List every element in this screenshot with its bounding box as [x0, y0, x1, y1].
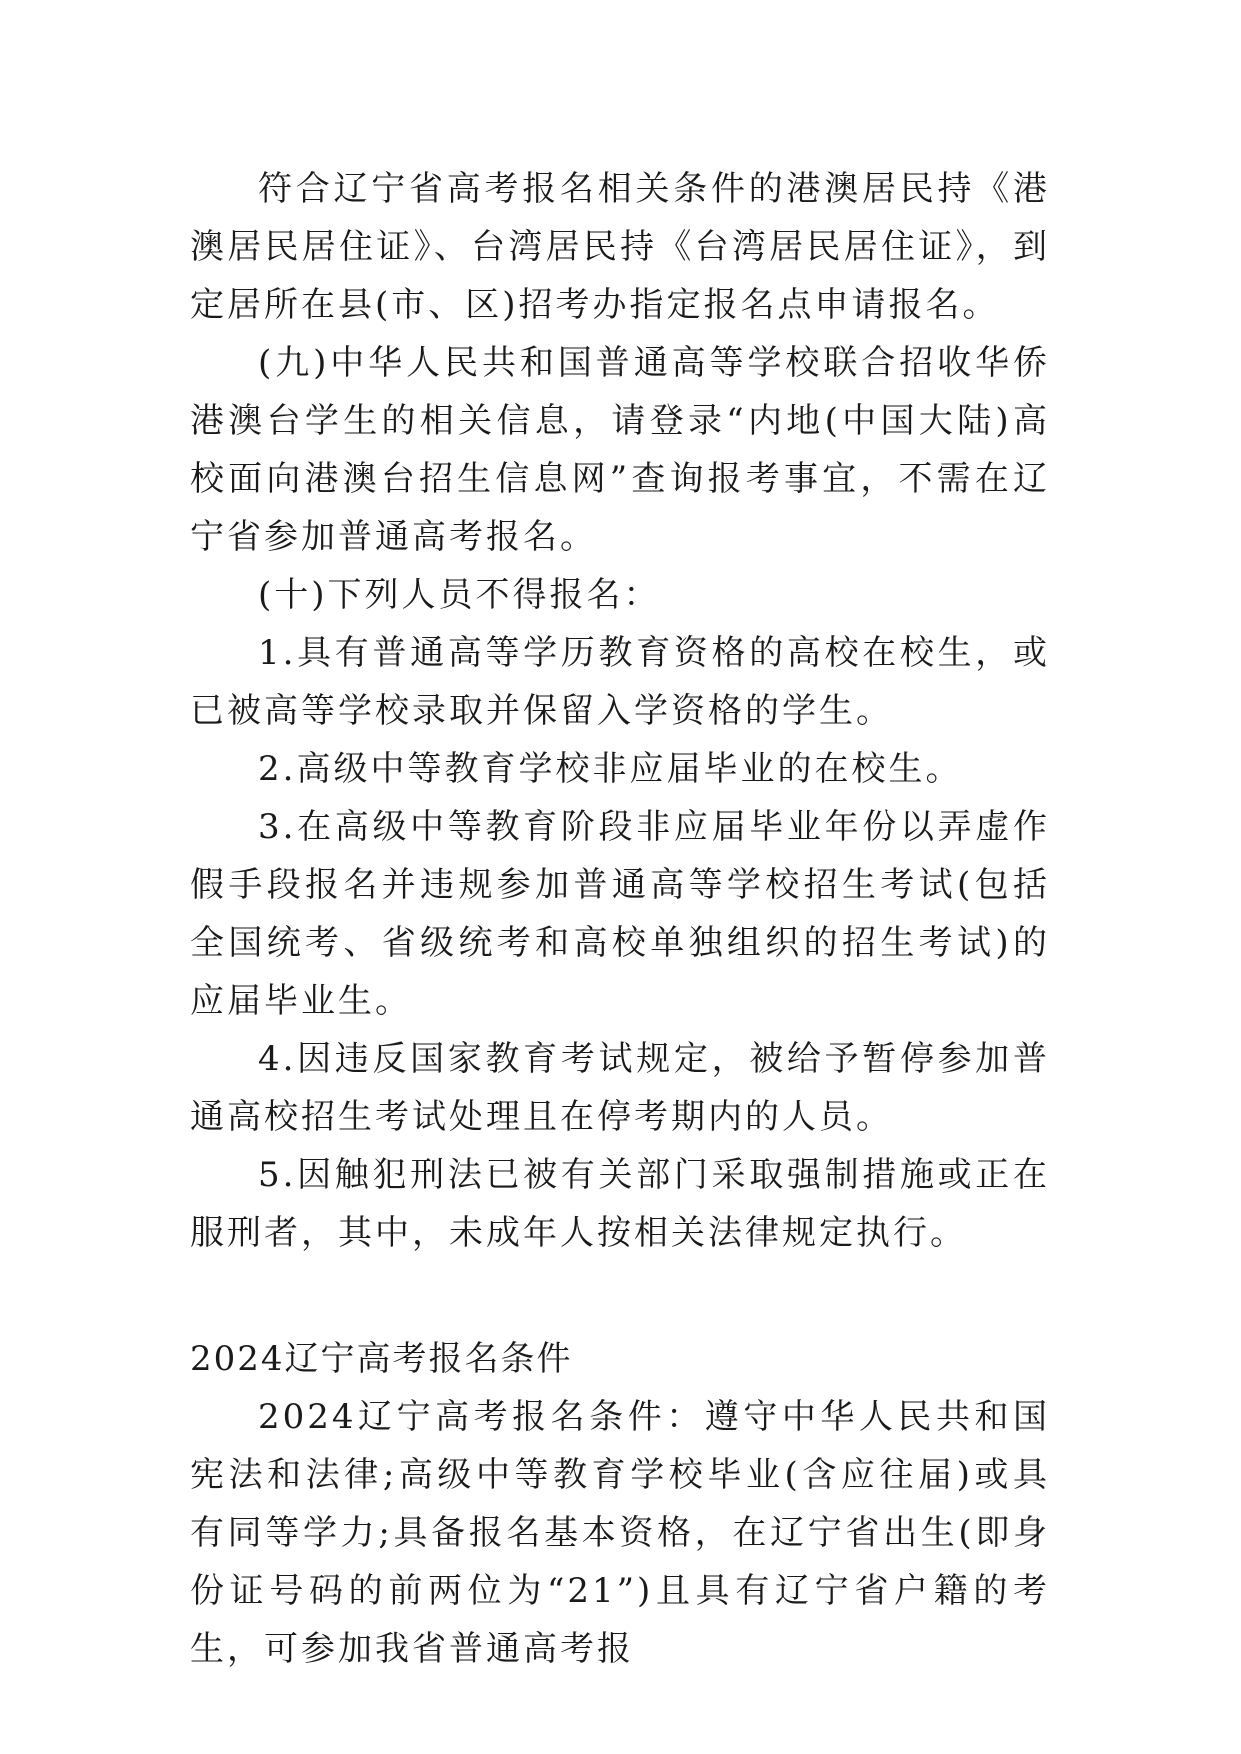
paragraph-item-10: (十)下列人员不得报名：: [258, 575, 661, 615]
section-paragraph: 2024辽宁高考报名条件：遵守中华人民共和国宪法和法律;高级中等教育学校毕业(含应往届)或具有同等学力;具备报名基本资格，在辽宁省出生(即身份证号码的前两位为“21”)且具有辽宁省户籍的考生，可参加我省普通高考报: [190, 1397, 1050, 1669]
paragraph-exclusion-4: 4.因违反国家教育考试规定，被给予暂停参加普通高校招生考试处理且在停考期内的人员。: [190, 1039, 1050, 1137]
paragraph-item-9: (九)中华人民共和国普通高等学校联合招收华侨港澳台学生的相关信息，请登录“内地(中国大陆)高校面向港澳台招生信息网”查询报考事宜，不需在辽宁省参加普通高考报名。: [190, 343, 1050, 557]
paragraph-exclusion-3: 3.在高级中等教育阶段非应届毕业年份以弄虚作假手段报名并违规参加普通高等学校招生考试(包括全国统考、省级统考和高校单独组织的招生考试)的应届毕业生。: [190, 807, 1050, 1021]
paragraph-residence-permit: 符合辽宁省高考报名相关条件的港澳居民持《港澳居民居住证》、台湾居民持《台湾居民居住证》，到定居所在县(市、区)招考办指定报名点申请报名。: [190, 169, 1050, 325]
section-heading: 2024辽宁高考报名条件: [190, 1339, 573, 1379]
document-body: [190, 160, 1050, 1678]
paragraph-exclusion-2: 2.高级中等教育学校非应届毕业的在校生。: [258, 749, 963, 789]
paragraph-exclusion-1: 1.具有普通高等学历教育资格的高校在校生，或已被高等学校录取并保留入学资格的学生。: [190, 633, 1050, 731]
paragraph-exclusion-5: 5.因触犯刑法已被有关部门采取强制措施或正在服刑者，其中，未成年人按相关法律规定执行。: [190, 1155, 1050, 1253]
